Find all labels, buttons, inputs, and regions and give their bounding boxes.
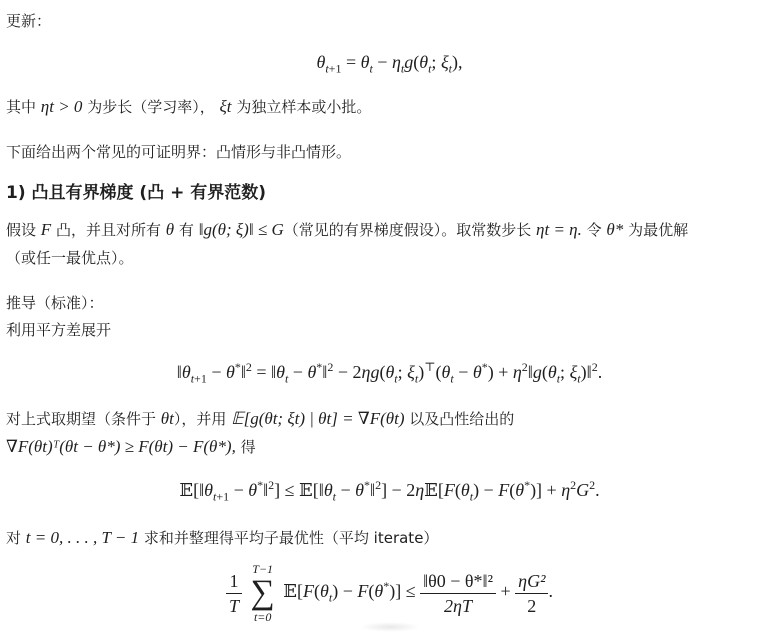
equation-update: $\theta_{t+1} = \theta_t - \eta_tg(\theta_t$; $\xi_t$), [316, 52, 463, 76]
text: 凸，并且对所有 [55, 221, 161, 239]
eta-condition: ηt > 0 [40, 97, 83, 116]
equation-expansion: $‖\theta_{t+1}$ − θ*‖$^2$ = $‖\theta_t$ − θ*‖$^2$ − $2\eta g(\theta_t$; $\xi_t)^⊤(\theta_t - \theta^*)$ + $\eta^2‖g(\theta_t$; $\xi_t)‖^2$. [176, 360, 603, 386]
math-range: t = 0, . . . , T − 1 [25, 528, 140, 547]
text: ），并用 [173, 410, 227, 428]
xi-symbol: ξt [219, 97, 232, 116]
derivation-label: 推导（标准）： [6, 294, 104, 312]
scroll-fade [360, 622, 420, 632]
math-opt: θ* [606, 220, 624, 239]
assumption-paragraph [6, 221, 688, 239]
equation-final-bound: $\frac{1}{T}$ T−1 ∑ t=0 $𝔼[F(\theta_t) - F(\theta^*)]$ ≤ $\frac{\text{‖θ0 − θ*‖²}}{2\eta T}$ + $\frac{\text{ηG²}}{2}$ . [0, 562, 779, 624]
text: 假设 [6, 221, 37, 239]
assumption-paragraph-cont: （或任一最优点）。 [6, 249, 134, 267]
expand-label: 利用平方差展开 [6, 321, 112, 339]
text: 求和并整理得平均子最优性（平均 iterate） [143, 529, 439, 547]
text: 以及凸性给出的 [409, 410, 515, 428]
math-convexity: ∇F(θt)ᵀ(θt − θ*) ≥ F(θt) − F(θ*), [6, 437, 236, 456]
update-label: 更新： [6, 12, 52, 30]
math-theta: θ [165, 220, 175, 239]
section-heading: 1) 凸且有界梯度 (凸 + 有界范数) [6, 183, 267, 203]
math-cond: θt [160, 409, 174, 428]
fraction-distance: $\frac{\text{‖θ0 − θ*‖²}}{2\eta T}$ [420, 569, 496, 618]
intro-bounds: 下面给出两个常见的可证明界：凸情形与非凸情形。 [6, 143, 352, 161]
text: 有 [178, 221, 194, 239]
equation-expectation: $𝔼[‖\theta_{t+1}$ − θ*‖$^2$] ≤ $𝔼[‖\theta_t$ − θ*‖$^2$] − $2\eta 𝔼[F(\theta_t) - F(\theta^*)] + \eta^2G^2$. [179, 478, 600, 504]
math-unbiased: 𝔼[g(θt; ξt) | θt] = ∇F(θt) [231, 409, 405, 428]
sum-paragraph [6, 529, 438, 547]
text: 对上式取期望（条件于 [6, 410, 157, 428]
text: 得 [240, 438, 256, 456]
math-step: ηt = η. [536, 220, 582, 239]
text: 令 [586, 221, 602, 239]
text: 为最优解 [628, 221, 689, 239]
fraction-avg: $\frac{1}{T}$ [226, 569, 242, 618]
expectation-paragraph [6, 410, 514, 428]
text: （常见的有界梯度假设）。取常数步长 [283, 221, 532, 239]
fraction-variance: $\frac{\text{ηG²}}{2}$ [515, 569, 548, 618]
step-size-description [6, 98, 371, 116]
expectation-paragraph-cont [6, 438, 256, 456]
summation: T−1 ∑ t=0 [250, 562, 275, 624]
text: 为步长（学习率）， [87, 98, 215, 116]
math-bound: ‖g(θ; ξ)‖ ≤ G [198, 220, 284, 239]
text: 为独立样本或小批。 [236, 98, 372, 116]
text: 对 [6, 529, 22, 547]
text: 其中 [6, 98, 37, 116]
math-F: F [40, 220, 52, 239]
